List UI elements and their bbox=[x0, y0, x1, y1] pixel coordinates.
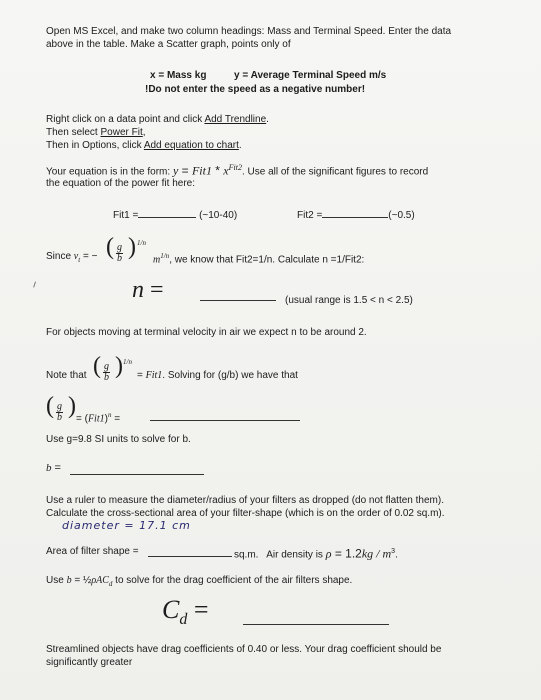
area-answer-blank[interactable] bbox=[148, 556, 232, 557]
intro-line-1: Open MS Excel, and make two column headings: Mass and Terminal Speed. Enter the data bbox=[46, 26, 452, 37]
add-trendline-link: Add Trendline bbox=[204, 114, 267, 125]
equation-form-line: Your equation is in the form: $y = Fit1 * x^{Fit2}$. Use all of the significant figures to record bbox=[46, 163, 429, 178]
handwritten-diameter: diameter = 17.1 cm bbox=[62, 519, 191, 532]
fit2-answer-blank[interactable] bbox=[322, 217, 388, 218]
pencil-mark bbox=[33, 282, 39, 289]
note-rest: = Fit1. Solving for (g/b) we have that bbox=[137, 370, 298, 381]
n-symbol: n = bbox=[132, 277, 164, 303]
trendline-step-3: Then in Options, click Add equation to chart. bbox=[46, 140, 242, 151]
trendline-step-2: Then select Power Fit, bbox=[46, 127, 146, 138]
solve-rest: = $(Fit1)^n$ = bbox=[76, 411, 121, 425]
area-label: Area of filter shape = bbox=[46, 546, 139, 557]
since-text: Since $v_t$ = − bbox=[46, 251, 98, 264]
cd-symbol: $C_d$ = bbox=[162, 595, 209, 629]
since-power: 1/n bbox=[137, 239, 146, 247]
add-equation-link: Add equation to chart bbox=[143, 140, 239, 151]
units-note: Use g=9.8 SI units to solve for b. bbox=[46, 434, 191, 445]
since-close-paren: ) bbox=[128, 234, 136, 260]
equation-form-line-2: the equation of the power fit here: bbox=[46, 178, 195, 189]
fit2-row: Fit2 = (~0.5) bbox=[297, 210, 415, 221]
solve-close-paren: ) bbox=[68, 393, 76, 419]
b-answer-blank[interactable] bbox=[70, 474, 204, 475]
solve-open-paren: ( bbox=[46, 393, 54, 419]
since-open-paren: ( bbox=[106, 234, 114, 260]
n-answer-blank[interactable] bbox=[200, 300, 276, 301]
solve-fraction: $\frac{g}{b}$ bbox=[57, 401, 62, 423]
g-over-b-answer-blank[interactable] bbox=[150, 420, 300, 421]
b-line: b = bbox=[46, 462, 61, 474]
since-fraction: $\frac{g}{b}$ bbox=[117, 242, 122, 264]
note-close-paren: ) bbox=[115, 353, 123, 379]
note-power: 1/n bbox=[123, 358, 132, 366]
y-axis-definition: y = Average Terminal Speed m/s bbox=[234, 70, 387, 81]
fit1-answer-blank[interactable] bbox=[138, 217, 196, 218]
air-density-line: sq.m. Air density is $\rho = 1.2kg / m^3$. bbox=[234, 546, 398, 561]
closing-line-2: significantly greater bbox=[46, 657, 133, 668]
trendline-step-1: Right click on a data point and click Add Trendline. bbox=[46, 114, 269, 125]
since-rest: $m^{1/n}$, we know that Fit2=1/n. Calculate n =1/Fit2: bbox=[153, 252, 365, 266]
note-open-paren: ( bbox=[93, 353, 101, 379]
fit1-row: Fit1 = (~10-40) bbox=[113, 210, 238, 221]
ruler-instruction-2: Calculate the cross-sectional area of your filter-shape (which is on the order of 0.02 sq.m). bbox=[46, 508, 445, 519]
ruler-instruction-1: Use a ruler to measure the diameter/radius of your filters as dropped (do not flatten them). bbox=[46, 495, 444, 506]
drag-instruction: Use b = ½ρAC$_d$ to solve for the drag coefficient of the air filters shape. bbox=[46, 575, 353, 588]
power-fit-link: Power Fit bbox=[100, 127, 143, 138]
x-axis-definition: x = Mass kg bbox=[150, 70, 207, 81]
note-that-text: Note that bbox=[46, 370, 87, 381]
note-fraction: $\frac{g}{b}$ bbox=[104, 361, 109, 383]
negative-speed-warning: !Do not enter the speed as a negative number! bbox=[145, 84, 366, 95]
closing-line-1: Streamlined objects have drag coefficients of 0.40 or less. Your drag coefficient should be bbox=[46, 644, 442, 655]
intro-line-2: above in the table. Make a Scatter graph, points only of bbox=[46, 39, 291, 50]
terminal-velocity-note: For objects moving at terminal velocity in air we expect n to be around 2. bbox=[46, 327, 367, 338]
n-range-hint: (usual range is 1.5 < n < 2.5) bbox=[285, 295, 413, 306]
cd-answer-blank[interactable] bbox=[243, 624, 389, 625]
